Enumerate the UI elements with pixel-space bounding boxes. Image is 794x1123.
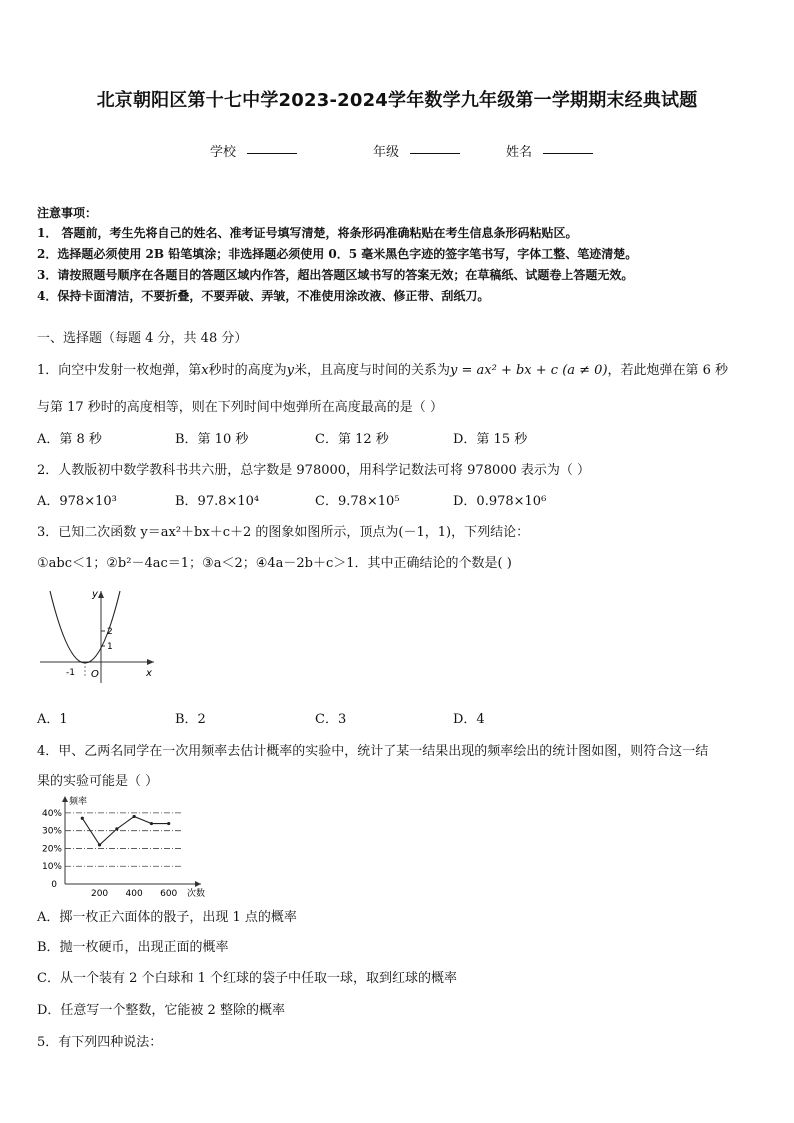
q1-text-c: 米，且高度与时间的关系为 bbox=[294, 363, 451, 378]
school-blank[interactable] bbox=[247, 141, 297, 154]
data-point bbox=[115, 827, 118, 830]
y-tick-label: 10% bbox=[41, 862, 62, 873]
q3-option-d[interactable]: D．4 bbox=[453, 712, 485, 727]
tick-label-2: 2 bbox=[107, 627, 113, 637]
x-tick-label: 600 bbox=[160, 889, 178, 899]
section-title: 一、选择题（每题 4 分，共 48 分） bbox=[37, 331, 248, 346]
data-point bbox=[81, 817, 84, 820]
x-tick-label: 200 bbox=[90, 889, 109, 899]
data-point bbox=[167, 822, 170, 825]
data-point bbox=[133, 815, 136, 818]
q3-option-a[interactable]: A．1 bbox=[37, 712, 68, 727]
q4-option-c[interactable]: C．从一个装有 2 个白球和 1 个红球的袋子中任取一球，取到红球的概率 bbox=[37, 971, 458, 986]
q1-text-b: 秒时的高度为 bbox=[208, 363, 287, 378]
q4-option-d[interactable]: D．任意写一个整数，它能被 2 整除的概率 bbox=[37, 1003, 285, 1018]
q4-option-b[interactable]: B．抛一枚硬币，出现正面的概率 bbox=[37, 940, 229, 955]
note-item: 1． 答题前，考生先将自己的姓名、准考证号填写清楚，将条形码准确粘贴在考生信息条形码粘贴区。 bbox=[37, 226, 578, 240]
note-item: 3．请按照题号顺序在各题目的答题区域内作答，超出答题区域书写的答案无效；在草稿纸、试题卷上答题无效。 bbox=[37, 268, 634, 282]
note-item: 2．选择题必须使用 2B 铅笔填涂；非选择题必须使用 0．5 毫米黑色字迹的签字笔书写，字体工整、笔迹清楚。 bbox=[37, 247, 638, 261]
data-point bbox=[150, 822, 153, 825]
y-axis-arrow bbox=[62, 796, 68, 802]
q1-var-y: y bbox=[286, 363, 294, 378]
origin-label: 0 bbox=[51, 880, 57, 890]
grade-blank[interactable] bbox=[410, 141, 460, 154]
grade-label: 年级 bbox=[373, 145, 400, 160]
note-item: 4．保持卡面清洁，不要折叠，不要弄破、弄皱，不准使用涂改液、修正带、刮纸刀。 bbox=[37, 289, 490, 303]
tick-label-neg1: -1 bbox=[66, 668, 75, 678]
q2-option-c[interactable]: C．9.78×10⁵ bbox=[315, 494, 400, 509]
q4-stem: 4．甲、乙两名同学在一次用频率去估计概率的实验中，统计了某一结果出现的频率绘出的统计图如图，则符合这一结 bbox=[37, 744, 709, 759]
x-axis-label: 次数 bbox=[187, 889, 206, 899]
page-title: 北京朝阳区第十七中学2023-2024学年数学九年级第一学期期末经典试题 bbox=[96, 90, 698, 111]
q1-option-b[interactable]: B．第 10 秒 bbox=[175, 432, 249, 447]
y-axis-label: y bbox=[92, 589, 98, 600]
q5-stem: 5．有下列四种说法： bbox=[37, 1035, 163, 1050]
q2-stem: 2．人教版初中数学教科书共六册，总字数是 978000，用科学记数法可将 978000 表示为（ ） bbox=[37, 463, 591, 478]
x-axis-arrow bbox=[147, 659, 154, 665]
q3-parabola-graph bbox=[36, 587, 160, 685]
origin-label: O bbox=[91, 669, 99, 680]
x-tick-label: 400 bbox=[125, 889, 143, 899]
q1-option-d[interactable]: D．第 15 秒 bbox=[453, 432, 528, 447]
q4-option-a[interactable]: A．掷一枚正六面体的骰子，出现 1 点的概率 bbox=[37, 910, 297, 925]
data-point bbox=[98, 843, 101, 846]
tick-label-1: 1 bbox=[107, 642, 113, 652]
q3-stem: 3．已知二次函数 y＝ax²＋bx＋c＋2 的图象如图所示，顶点为(－1，1)，下列结论： bbox=[37, 525, 530, 540]
q2-option-d[interactable]: D．0.978×10⁶ bbox=[453, 494, 547, 509]
name-label: 姓名 bbox=[506, 145, 533, 160]
q1-option-a[interactable]: A．第 8 秒 bbox=[37, 432, 102, 447]
q2-option-b[interactable]: B．97.8×10⁴ bbox=[175, 494, 260, 509]
q2-option-a[interactable]: A．978×10³ bbox=[37, 494, 117, 509]
q3-option-b[interactable]: B．2 bbox=[175, 712, 206, 727]
notes-heading: 注意事项： bbox=[37, 206, 98, 220]
y-tick-label: 40% bbox=[41, 808, 62, 819]
q1-formula: y = ax² + bx + c (a ≠ 0) bbox=[450, 363, 608, 378]
school-field bbox=[210, 141, 236, 160]
y-axis-label: 频率 bbox=[69, 797, 88, 807]
q1-stem bbox=[37, 359, 728, 378]
name-field bbox=[506, 141, 532, 160]
y-axis-arrow bbox=[98, 591, 104, 598]
q4-frequency-chart bbox=[36, 794, 216, 900]
q1-stem-line2: 与第 17 秒时的高度相等，则在下列时间中炮弹所在高度最高的是（ ） bbox=[37, 400, 443, 415]
q3-option-c[interactable]: C．3 bbox=[315, 712, 347, 727]
q3-stem-line2: ①abc＜1；②b²－4ac＝1；③a＜2；④4a－2b＋c＞1．其中正确结论的个数是( ) bbox=[37, 556, 512, 571]
y-tick-label: 30% bbox=[41, 826, 62, 837]
chart-layer bbox=[42, 795, 205, 899]
x-axis-label: x bbox=[146, 668, 152, 679]
y-tick-label: 20% bbox=[41, 844, 62, 855]
q1-text-d: ，若此炮弹在第 6 秒 bbox=[607, 363, 729, 378]
grade-field bbox=[373, 141, 399, 160]
q4-stem-line2: 果的实验可能是（ ） bbox=[37, 774, 159, 789]
name-blank[interactable] bbox=[543, 141, 593, 154]
x-axis-arrow bbox=[195, 881, 201, 887]
q1-option-c[interactable]: C．第 12 秒 bbox=[315, 432, 389, 447]
school-label: 学校 bbox=[210, 145, 237, 160]
q1-var-x: x bbox=[201, 363, 209, 378]
q1-text-a: 1．向空中发射一枚炮弹，第 bbox=[37, 363, 202, 378]
